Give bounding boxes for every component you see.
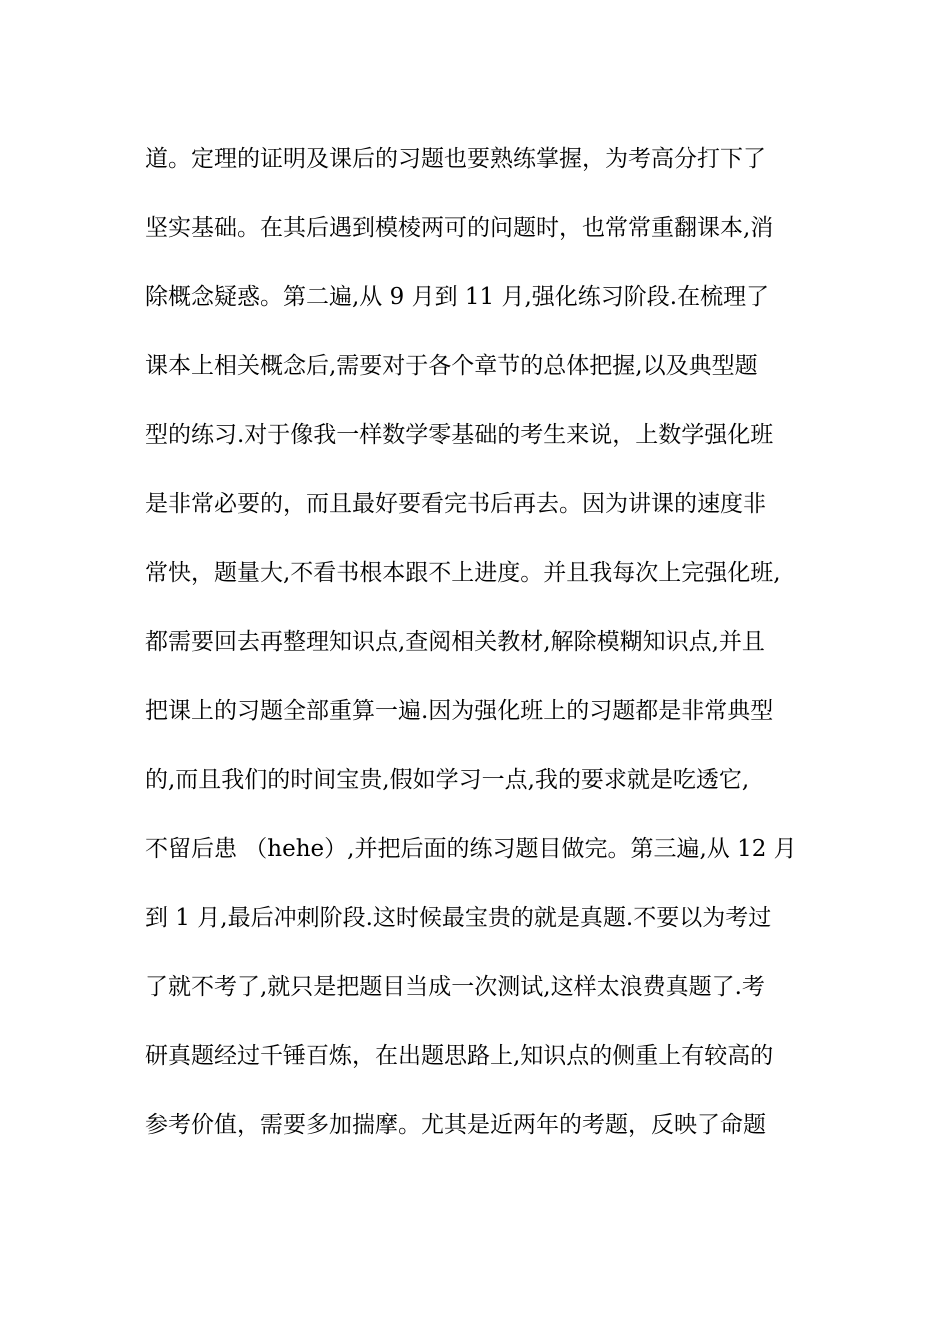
text-line: 参考价值，需要多加揣摩。尤其是近两年的考题，反映了命题: [145, 1112, 766, 1138]
text-line: 型的练习.对于像我一样数学零基础的考生来说，上数学强化班: [145, 422, 774, 448]
text-line: 是非常必要的，而且最好要看完书后再去。因为讲课的速度非: [145, 491, 766, 517]
text-line: 除概念疑惑。第二遍,从 9 月到 11 月,强化练习阶段.在梳理了: [145, 284, 770, 310]
text-line: 到 1 月,最后冲刺阶段.这时候最宝贵的就是真题.不要以为考过: [145, 905, 772, 931]
text-line: 研真题经过千锤百炼，在出题思路上,知识点的侧重上有较高的: [145, 1043, 774, 1069]
text-line: 课本上相关概念后,需要对于各个章节的总体把握,以及典型题: [145, 353, 758, 379]
body-text: [145, 130, 815, 1155]
text-line: 道。定理的证明及课后的习题也要熟练掌握，为考高分打下了: [145, 146, 766, 172]
text-line: 的,而且我们的时间宝贵,假如学习一点,我的要求就是吃透它,: [145, 767, 750, 793]
text-line: 不留后患 （hehe）,并把后面的练习题目做完。第三遍,从 12 月: [145, 836, 797, 862]
text-line: 都需要回去再整理知识点,查阅相关教材,解除模糊知识点,并且: [145, 629, 765, 655]
text-line: 常快，题量大,不看书根本跟不上进度。并且我每次上完强化班,: [145, 560, 781, 586]
text-line: 把课上的习题全部重算一遍.因为强化班上的习题都是非常典型: [145, 698, 774, 724]
text-line: 了就不考了,就只是把题目当成一次测试,这样太浪费真题了.考: [145, 974, 765, 1000]
text-line: 坚实基础。在其后遇到模棱两可的问题时，也常常重翻课本,消: [145, 215, 774, 241]
